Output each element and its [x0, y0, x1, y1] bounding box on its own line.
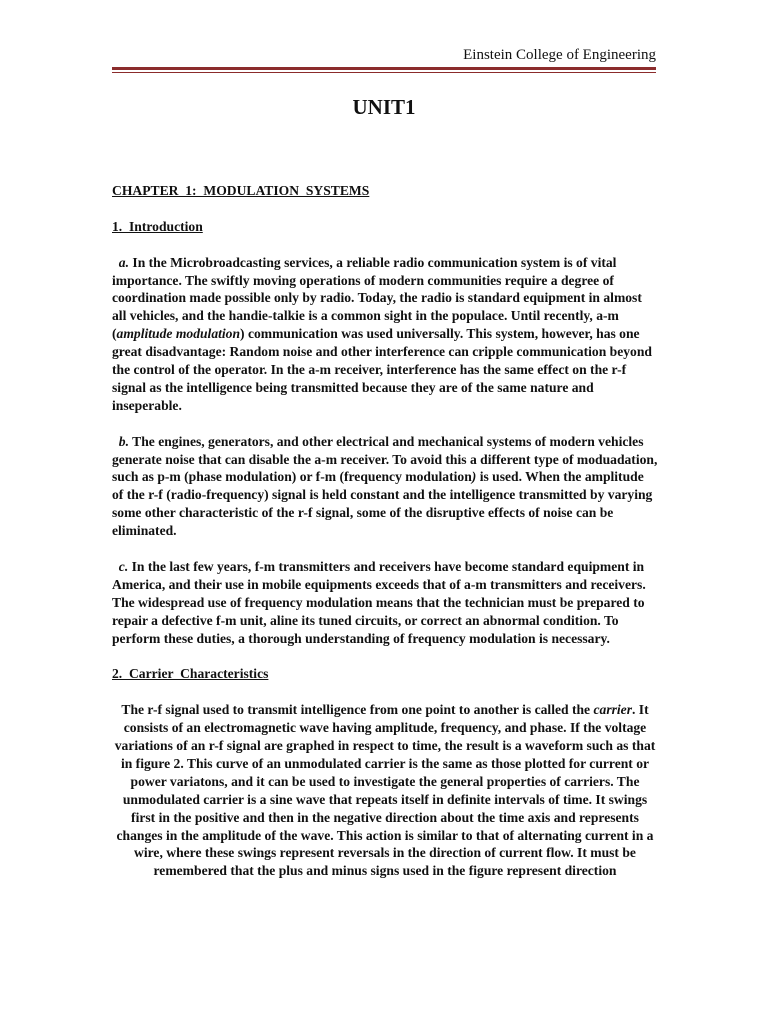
paragraph-b: [112, 433, 658, 540]
paragraph-b-text-1: The engines, generators, and other electrical and mechanical systems of modern vehicles generate noise that can disable the a-m receiver. To avoid this a different type of moduadation, such as p-m (phase modulation) or f-m (frequency modulation: [112, 433, 658, 485]
paragraph-c-text-1: In the last few years, f-m transmitters and receivers have become standard equipment in America, and their use in mobile equipments exceeds that of a-m transmitters and receivers. The widespread use of frequency modulation means that the technician must be prepared to repair a defective f-m unit, aline its tuned circuits, or correct an abnormal condition. To perform these duties, a thorough understanding of frequency modulation is necessary.: [112, 558, 646, 646]
paragraph-carrier-text-1: The r-f signal used to transmit intelligence from one point to another is called the: [121, 702, 594, 718]
header-rule-thin: [112, 72, 656, 73]
paragraph-c: [112, 558, 658, 648]
paragraph-carrier-text-2: . It consists of an electromagnetic wave having amplitude, frequency, and phase. If the voltage variations of an r-f signal are graphed in respect to time, the result is a waveform such as that in figure 2. This curve of an unmodulated carrier is the same as those plotted for current or power variatons, and it can be used to investigate the general properties of carriers. The unmodulated carrier is a sine wave that repeats itself in definite intervals of time. It swings first in the positive and then in the negative direction about the time axis and represents changes in the amplitude of the wave. This action is similar to that of alternating current in a wire, where these swings represent reversals in the direction of current flow. It must be remembered that the plus and minus signs used in the figure represent direction: [114, 702, 656, 879]
section-heading-carrier: 2. Carrier Characteristics: [112, 666, 269, 682]
paragraph-carrier: [112, 701, 658, 880]
paragraph-b-text-2: is used. When the amplitude of the r-f (radio-frequency) signal is held constant and the intelligence transmitted by varying some other characteristic of the r-f signal, some of the disruptive effects of noise can be eliminated.: [112, 469, 653, 539]
document-body: [112, 182, 658, 898]
paragraph-carrier-italic: carrier: [593, 702, 632, 718]
paragraph-b-marker: b.: [118, 433, 129, 449]
paragraph-b-italic: ): [471, 469, 477, 485]
paragraph-a-italic: amplitude modulation: [116, 326, 241, 342]
paragraph-a-marker: a.: [118, 254, 129, 270]
chapter-heading: CHAPTER 1: MODULATION SYSTEMS: [112, 183, 370, 198]
paragraph-a-text-1: In the Microbroadcasting services, a reliable radio communication system is of vital importance. The swiftly moving operations of modern communities require a degree of coordination made possible only by radio. Today, the radio is standard equipment in almost all vehicles, and the handie-talkie is a common sight in the populace. Until recently, a-m (: [112, 254, 642, 342]
paragraph-c-marker: c.: [118, 558, 129, 574]
paragraph-a-text-2: ) communication was used universally. This system, however, has one great disadvantage: Random noise and other interference can cripple communication beyond the control of the operator. In the a-m receiver, interference has the same effect on the r-f signal as the intelligence being transmitted because they are of the same nature and inseperable.: [112, 326, 652, 413]
unit-title: UNIT1: [352, 95, 416, 119]
header-rule-thick: [112, 67, 656, 70]
section-heading-introduction: 1. Introduction: [112, 218, 203, 234]
paragraph-a: [112, 254, 658, 415]
header-org-name: Einstein College of Engineering: [463, 47, 656, 63]
